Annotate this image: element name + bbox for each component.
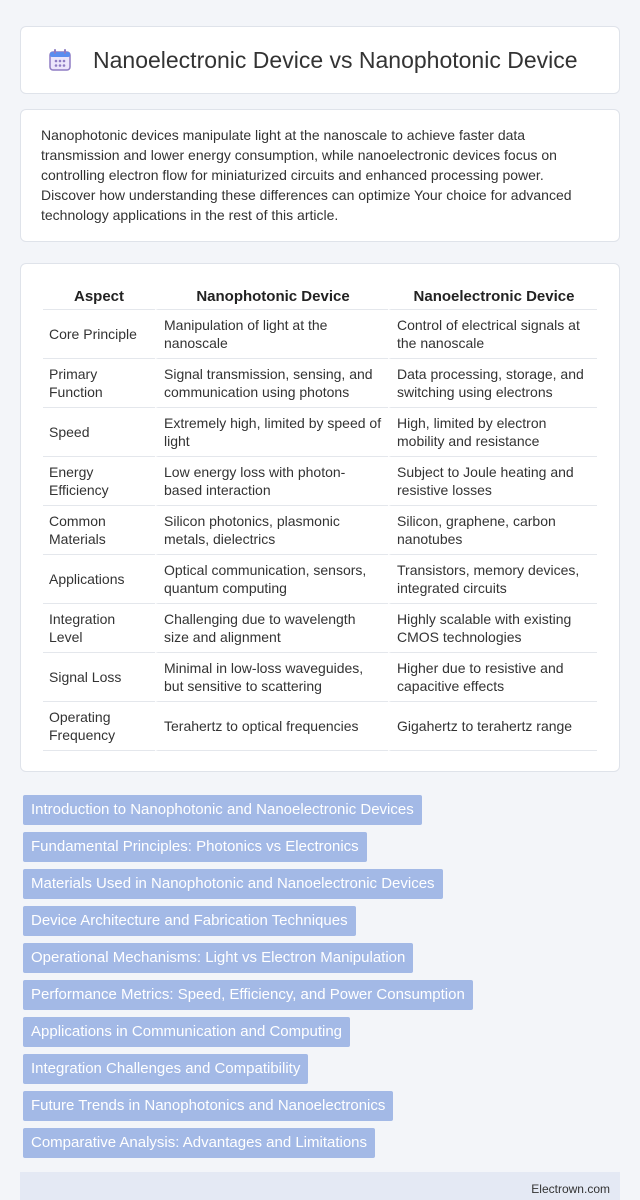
nanoelectronic-cell: Control of electrical signals at the nanoscale [388,310,597,359]
toc-link[interactable]: Performance Metrics: Speed, Efficiency, and Power Consumption [23,980,473,1010]
table-row [43,555,597,604]
toc-link[interactable]: Integration Challenges and Compatibility [23,1054,308,1084]
toc-row [23,1017,623,1054]
nanoelectronic-cell: Subject to Joule heating and resistive losses [388,457,597,506]
calendar-icon [47,47,73,73]
nanoelectronic-cell: Higher due to resistive and capacitive effects [388,653,597,702]
nanophotonic-cell: Minimal in low-loss waveguides, but sensitive to scattering [155,653,388,702]
nanoelectronic-cell: Transistors, memory devices, integrated circuits [388,555,597,604]
aspect-cell: Common Materials [43,506,155,555]
toc-row [23,869,623,906]
toc-link[interactable]: Device Architecture and Fabrication Techniques [23,906,356,936]
toc-link[interactable]: Materials Used in Nanophotonic and Nanoelectronic Devices [23,869,443,899]
nanoelectronic-cell: Silicon, graphene, carbon nanotubes [388,506,597,555]
toc-link[interactable]: Applications in Communication and Computing [23,1017,350,1047]
nanoelectronic-cell: Gigahertz to terahertz range [388,702,597,751]
nanophotonic-cell: Challenging due to wavelength size and alignment [155,604,388,653]
toc-row [23,1054,623,1091]
toc-row [23,832,623,869]
table-row [43,359,597,408]
footer [20,1172,620,1200]
aspect-cell: Primary Function [43,359,155,408]
nanophotonic-cell: Manipulation of light at the nanoscale [155,310,388,359]
aspect-cell: Speed [43,408,155,457]
toc-row [23,795,623,832]
nanophotonic-cell: Optical communication, sensors, quantum computing [155,555,388,604]
nanophotonic-cell: Signal transmission, sensing, and communication using photons [155,359,388,408]
nanoelectronic-cell: Highly scalable with existing CMOS technologies [388,604,597,653]
toc-row [23,943,623,980]
table-row [43,457,597,506]
nanophotonic-cell: Terahertz to optical frequencies [155,702,388,751]
toc-row [23,1091,623,1128]
table-row [43,702,597,751]
nanoelectronic-cell: High, limited by electron mobility and resistance [388,408,597,457]
aspect-cell: Applications [43,555,155,604]
aspect-cell: Energy Efficiency [43,457,155,506]
nanophotonic-cell: Extremely high, limited by speed of light [155,408,388,457]
toc-row [23,906,623,943]
toc-link[interactable]: Introduction to Nanophotonic and Nanoelectronic Devices [23,795,422,825]
intro-card [20,109,620,242]
table-body [43,310,597,751]
table-row [43,653,597,702]
table-row [43,408,597,457]
toc-link[interactable]: Future Trends in Nanophotonics and Nanoelectronics [23,1091,393,1121]
table-of-contents [23,795,623,1165]
aspect-cell: Signal Loss [43,653,155,702]
comparison-table [43,284,597,751]
aspect-cell: Integration Level [43,604,155,653]
table-row [43,310,597,359]
intro-paragraph: Nanophotonic devices manipulate light at the nanoscale to achieve faster data transmission and lower energy consumption, while nanoelectronic devices focus on controlling electron flow for miniaturized circuits and enhanced processing power. Discover how understanding these differences can optimize Your choice for advanced technology applications in the rest of this article. [41,127,572,223]
table-header-row [43,284,597,310]
page-title: Nanoelectronic Device vs Nanophotonic Device [93,46,578,73]
toc-row [23,980,623,1017]
aspect-cell: Operating Frequency [43,702,155,751]
header-card [20,26,620,94]
nanoelectronic-cell: Data processing, storage, and switching using electrons [388,359,597,408]
comparison-table-card [20,263,620,772]
header-aspect: Aspect [43,284,155,310]
footer-site-name: Electrown.com [531,1182,610,1196]
toc-link[interactable]: Comparative Analysis: Advantages and Limitations [23,1128,375,1158]
toc-link[interactable]: Operational Mechanisms: Light vs Electron Manipulation [23,943,413,973]
table-row [43,604,597,653]
toc-link[interactable]: Fundamental Principles: Photonics vs Electronics [23,832,367,862]
nanophotonic-cell: Silicon photonics, plasmonic metals, dielectrics [155,506,388,555]
header-nanoelectronic: Nanoelectronic Device [388,284,597,310]
table-row [43,506,597,555]
aspect-cell: Core Principle [43,310,155,359]
toc-row [23,1128,623,1165]
nanophotonic-cell: Low energy loss with photon-based interaction [155,457,388,506]
header-nanophotonic: Nanophotonic Device [155,284,388,310]
